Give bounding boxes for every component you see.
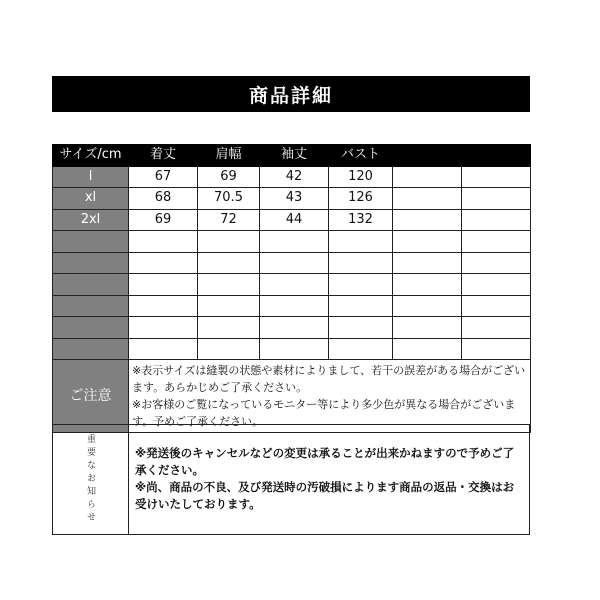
- header-sleeve: 袖丈: [260, 145, 329, 167]
- note-text: [129, 360, 531, 433]
- note-row: [53, 360, 531, 433]
- header-empty: [462, 145, 531, 167]
- table-cell: 69: [198, 166, 260, 188]
- header-length: 着丈: [129, 145, 198, 167]
- header-bust: バスト: [329, 145, 393, 167]
- notice-text: [129, 425, 529, 534]
- page-title: 商品詳細: [52, 76, 530, 112]
- table-row-empty: [53, 295, 531, 317]
- table-cell: [462, 166, 531, 188]
- notice-line: ※発送後のキャンセルなどの変更は承ることが出来かねますので予めご了承ください。: [135, 446, 515, 477]
- table-cell: 43: [260, 188, 329, 210]
- table-row-empty: [53, 338, 531, 360]
- table-cell: 69: [129, 209, 198, 231]
- size-label: l: [53, 166, 129, 188]
- table-row-empty: [53, 274, 531, 296]
- size-label: xl: [53, 188, 129, 210]
- notice-line: ※尚、商品の不良、及び発送時の汚破損によります商品の返品・交換はお受けいたしております。: [135, 480, 515, 511]
- table-cell: [393, 188, 462, 210]
- table-cell: 44: [260, 209, 329, 231]
- table-cell: 132: [329, 209, 393, 231]
- size-table: [52, 144, 531, 433]
- note-label: ご注意: [53, 360, 129, 433]
- table-cell: 126: [329, 188, 393, 210]
- header-shoulder: 肩幅: [198, 145, 260, 167]
- header-empty: [393, 145, 462, 167]
- table-cell: 72: [198, 209, 260, 231]
- note-line: ※お客様のご覧になっているモニター等により多少色が異なる場合がございます。予めご了承ください。: [132, 398, 516, 428]
- table-cell: [393, 166, 462, 188]
- table-row-empty: [53, 231, 531, 253]
- table-cell: [462, 188, 531, 210]
- note-line: ※表示サイズは縫製の状態や素材によりまして、若干の誤差がある場合がございます。あらかじめご了承ください。: [132, 364, 526, 394]
- table-cell: 120: [329, 166, 393, 188]
- table-row: [53, 166, 531, 188]
- table-row-empty: [53, 317, 531, 339]
- table-cell: [462, 209, 531, 231]
- table-cell: 42: [260, 166, 329, 188]
- table-row: [53, 209, 531, 231]
- table-header-row: [53, 145, 531, 167]
- table-cell: 68: [129, 188, 198, 210]
- table-cell: [393, 209, 462, 231]
- size-label: 2xl: [53, 209, 129, 231]
- notice-label-text: 重要なお知らせ: [85, 434, 95, 525]
- important-notice: [52, 424, 530, 535]
- table-cell: 67: [129, 166, 198, 188]
- notice-label: [53, 425, 129, 534]
- table-row: [53, 188, 531, 210]
- table-cell: 70.5: [198, 188, 260, 210]
- table-row-empty: [53, 252, 531, 274]
- header-size: サイズ/cm: [53, 145, 129, 167]
